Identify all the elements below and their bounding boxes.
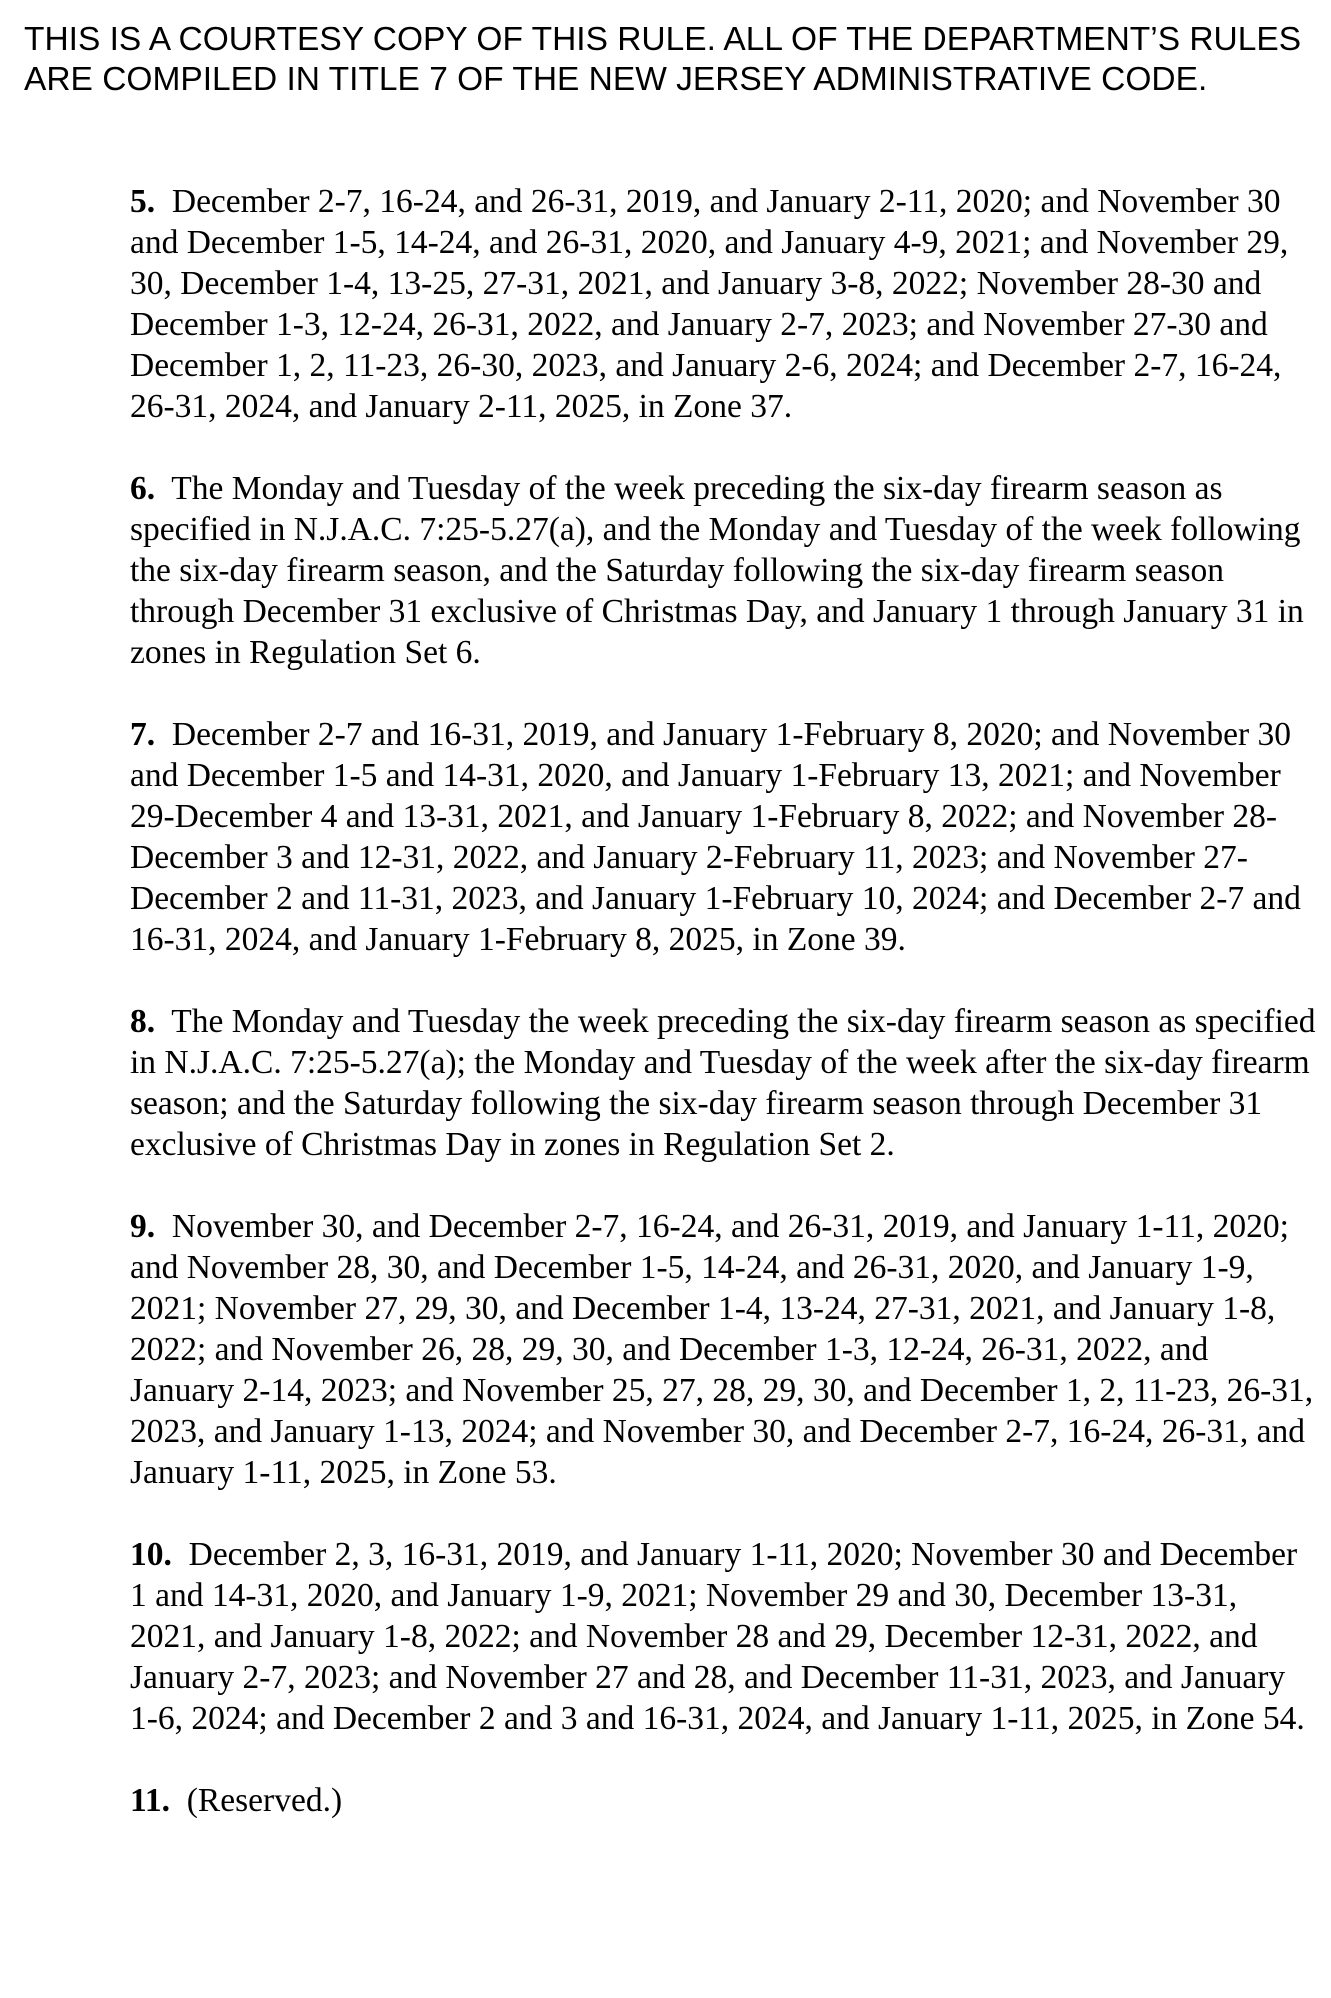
item-text: December 2, 3, 16-31, 2019, and January 1-11, 2020; November 30 and December 1 and 14-31, 2020, and January 1-9, 2021; November 29 and 30, December 13-31, 2021, and January 1-8, 2022; and November 28 and 29, December 12-31, 2022, and January 2-7, 2023; and November 27 and 28, and December 11-31, 2023, and January 1-6, 2024; and December 2 and 3 and 16-31, 2024, and January 1-11, 2025, in Zone 54. xyxy=(130,1536,1305,1737)
rule-item-7 xyxy=(130,714,1320,960)
item-number: 5. xyxy=(130,183,156,220)
rule-item-5 xyxy=(130,181,1320,427)
rule-items-list xyxy=(130,181,1320,1862)
rule-item-11 xyxy=(130,1780,1320,1821)
item-text: December 2-7, 16-24, and 26-31, 2019, and January 2-11, 2020; and November 30 and December 1-5, 14-24, and 26-31, 2020, and January 4-9, 2021; and November 29, 30, December 1-4, 13-25, 27-31, 2021, and January 3-8, 2022; November 28-30 and December 1-3, 12-24, 26-31, 2022, and January 2-7, 2023; and November 27-30 and December 1, 2, 11-23, 26-30, 2023, and January 2-6, 2024; and December 2-7, 16-24, 26-31, 2024, and January 2-11, 2025, in Zone 37. xyxy=(130,183,1289,425)
rule-item-6 xyxy=(130,468,1320,673)
item-number: 8. xyxy=(130,1003,156,1040)
rule-item-10 xyxy=(130,1534,1320,1739)
item-text: December 2-7 and 16-31, 2019, and January 1-February 8, 2020; and November 30 and December 1-5 and 14-31, 2020, and January 1-February 13, 2021; and November 29-December 4 and 13-31, 2021, and January 1-February 8, 2022; and November 28-December 3 and 12-31, 2022, and January 2-February 11, 2023; and November 27-December 2 and 11-31, 2023, and January 1-February 10, 2024; and December 2-7 and 16-31, 2024, and January 1-February 8, 2025, in Zone 39. xyxy=(130,716,1301,958)
item-number: 9. xyxy=(130,1208,156,1245)
item-number: 11. xyxy=(130,1782,171,1819)
item-text: The Monday and Tuesday the week preceding the six-day firearm season as specified in N.J.A.C. 7:25-5.27(a); the Monday and Tuesday of the week after the six-day firearm season; and the Saturday following the six-day firearm season through December 31 exclusive of Christmas Day in zones in Regulation Set 2. xyxy=(130,1003,1316,1163)
item-text: (Reserved.) xyxy=(186,1782,343,1819)
item-text: The Monday and Tuesday of the week preceding the six-day firearm season as specified in N.J.A.C. 7:25-5.27(a), and the Monday and Tuesday of the week following the six-day firearm season, and the Saturday following the six-day firearm season through December 31 exclusive of Christmas Day, and January 1 through January 31 in zones in Regulation Set 6. xyxy=(130,470,1304,671)
item-number: 6. xyxy=(130,470,156,507)
rule-item-9 xyxy=(130,1206,1320,1493)
rule-item-8 xyxy=(130,1001,1320,1165)
item-text: November 30, and December 2-7, 16-24, and 26-31, 2019, and January 1-11, 2020; and November 28, 30, and December 1-5, 14-24, and 26-31, 2020, and January 1-9, 2021; November 27, 29, 30, and December 1-4, 13-24, 27-31, 2021, and January 1-8, 2022; and November 26, 28, 29, 30, and December 1-3, 12-24, 26-31, 2022, and January 2-14, 2023; and November 25, 27, 28, 29, 30, and December 1, 2, 11-23, 26-31, 2023, and January 1-13, 2024; and November 30, and December 2-7, 16-24, 26-31, and January 1-11, 2025, in Zone 53. xyxy=(130,1208,1314,1491)
courtesy-copy-notice: THIS IS A COURTESY COPY OF THIS RULE. ALL OF THE DEPARTMENT’S RULES ARE COMPILED IN TITLE 7 OF THE NEW JERSEY ADMINISTRATIVE CODE. xyxy=(24,21,1302,98)
item-number: 7. xyxy=(130,716,156,753)
item-number: 10. xyxy=(130,1536,172,1573)
